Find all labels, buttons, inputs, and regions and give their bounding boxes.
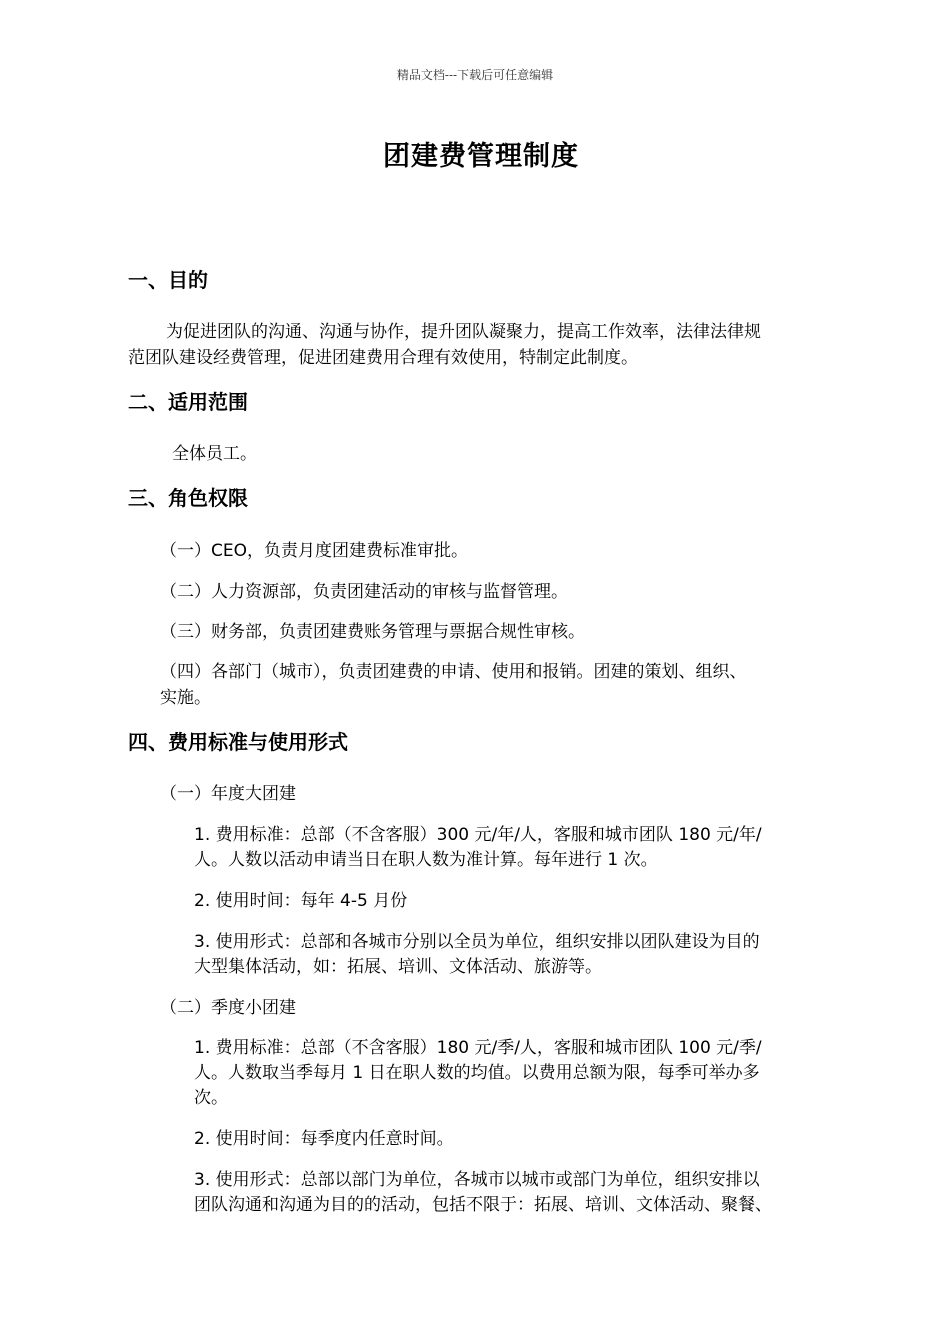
role-item: （一）CEO，负责月度团建费标准审批。 — [160, 541, 468, 561]
paragraph-line: 为促进团队的沟通、沟通与协作，提升团队凝聚力，提高工作效率，法律法律规 — [166, 322, 761, 342]
paragraph-line: 2. 使用时间：每季度内任意时间。 — [194, 1129, 454, 1149]
paragraph-line: 3. 使用形式：总部以部门为单位，各城市以城市或部门为单位，组织安排以 — [194, 1170, 760, 1190]
role-item: （四）各部门（城市），负责团建费的申请、使用和报销。团建的策划、组织、 — [160, 662, 747, 682]
paragraph-line: 人。人数以活动申请当日在职人数为准计算。每年进行 1 次。 — [194, 850, 658, 870]
role-item: （二）人力资源部，负责团建活动的审核与监督管理。 — [160, 582, 568, 602]
paragraph-line: 3. 使用形式：总部和各城市分别以全员为单位，组织安排以团队建设为目的 — [194, 932, 760, 952]
subsection-title-annual: （一）年度大团建 — [160, 784, 296, 804]
paragraph-line: 1. 费用标准：总部（不含客服）300 元/年/人，客服和城市团队 180 元/年/ — [194, 825, 762, 845]
section-heading-fee-standards: 四、费用标准与使用形式 — [128, 730, 348, 754]
paragraph-line: 范团队建设经费管理，促进团建费用合理有效使用，特制定此制度。 — [128, 348, 638, 368]
paragraph-line: 人。人数取当季每月 1 日在职人数的均值。以费用总额为限，每季可举办多 — [194, 1063, 760, 1083]
section-heading-scope: 二、适用范围 — [128, 390, 248, 414]
role-item: 实施。 — [160, 688, 211, 708]
paragraph-line: 大型集体活动，如：拓展、培训、文体活动、旅游等。 — [194, 957, 602, 977]
section-heading-roles: 三、角色权限 — [128, 486, 248, 510]
role-item: （三）财务部，负责团建费账务管理与票据合规性审核。 — [160, 622, 585, 642]
document-title: 团建费管理制度 — [383, 141, 579, 172]
page-header-watermark: 精品文档---下载后可任意编辑 — [396, 68, 554, 82]
subsection-title-quarterly: （二）季度小团建 — [160, 998, 296, 1018]
paragraph-line: 全体员工。 — [172, 444, 257, 464]
section-heading-purpose: 一、目的 — [128, 268, 208, 292]
paragraph-line: 次。 — [194, 1088, 228, 1108]
paragraph-line: 2. 使用时间：每年 4-5 月份 — [194, 891, 408, 911]
paragraph-line: 团队沟通和沟通为目的的活动，包括不限于：拓展、培训、文体活动、聚餐、 — [194, 1195, 772, 1215]
paragraph-line: 1. 费用标准：总部（不含客服）180 元/季/人，客服和城市团队 100 元/季/ — [194, 1038, 762, 1058]
